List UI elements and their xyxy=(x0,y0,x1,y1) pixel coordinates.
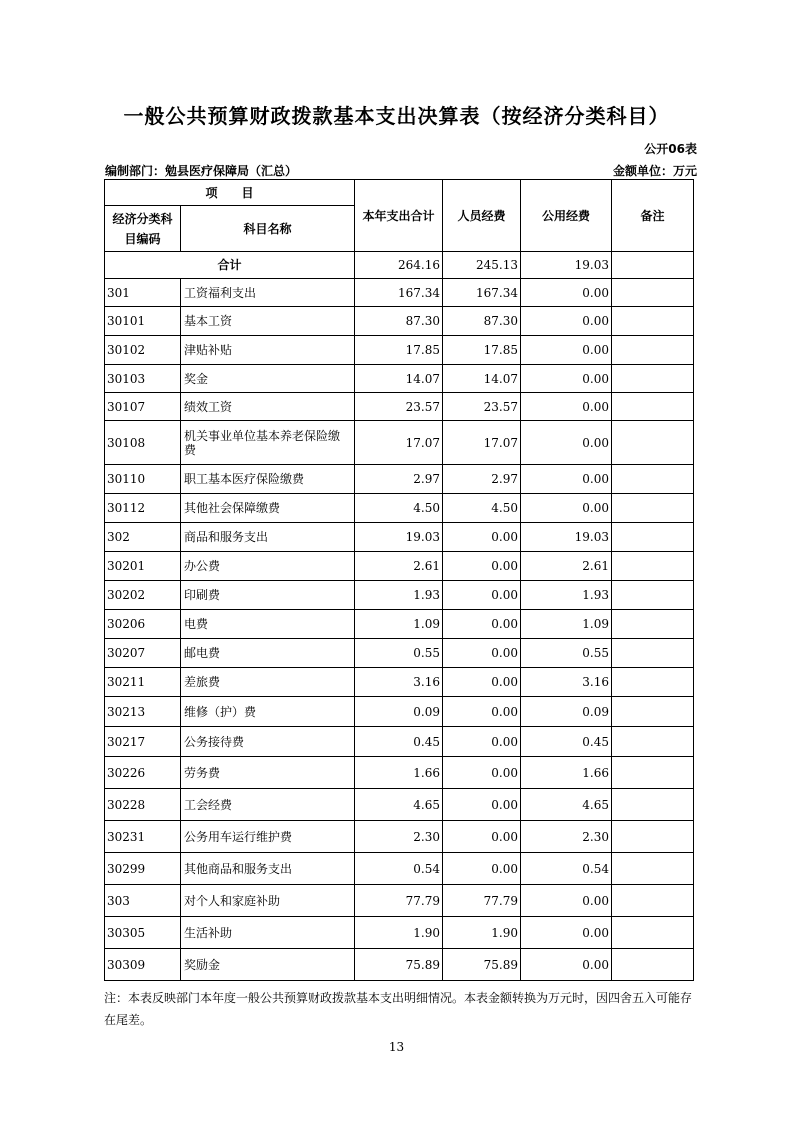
row-code: 30112 xyxy=(105,494,181,523)
row-public: 3.16 xyxy=(521,668,612,697)
row-total: 2.61 xyxy=(355,552,443,581)
row-code: 30103 xyxy=(105,365,181,393)
row-public: 0.55 xyxy=(521,639,612,668)
row-code: 30228 xyxy=(105,789,181,821)
row-remark xyxy=(612,465,694,494)
row-name: 维修（护）费 xyxy=(181,697,355,727)
row-personnel: 0.00 xyxy=(443,697,521,727)
row-code: 30305 xyxy=(105,917,181,949)
row-total: 2.30 xyxy=(355,821,443,853)
row-name: 印刷费 xyxy=(181,581,355,610)
table-row xyxy=(105,279,694,307)
row-total: 14.07 xyxy=(355,365,443,393)
row-personnel: 0.00 xyxy=(443,523,521,552)
row-personnel: 167.34 xyxy=(443,279,521,307)
row-name: 机关事业单位基本养老保险缴费 xyxy=(181,421,355,465)
table-row xyxy=(105,668,694,697)
page-title: 一般公共预算财政拨款基本支出决算表（按经济分类科目） xyxy=(123,104,670,128)
row-public: 1.93 xyxy=(521,581,612,610)
row-total: 0.54 xyxy=(355,853,443,885)
row-total: 167.34 xyxy=(355,279,443,307)
table-row xyxy=(105,639,694,668)
department-label: 编制部门：勉县医疗保障局（汇总） xyxy=(105,164,298,178)
row-total: 1.09 xyxy=(355,610,443,639)
table-row xyxy=(105,365,694,393)
row-name: 对个人和家庭补助 xyxy=(181,885,355,917)
row-total: 1.66 xyxy=(355,757,443,789)
row-personnel: 0.00 xyxy=(443,789,521,821)
row-personnel: 1.90 xyxy=(443,917,521,949)
row-total: 23.57 xyxy=(355,393,443,421)
table-row xyxy=(105,552,694,581)
row-code: 30101 xyxy=(105,307,181,336)
row-code: 302 xyxy=(105,523,181,552)
row-public: 19.03 xyxy=(521,523,612,552)
row-remark xyxy=(612,610,694,639)
row-public: 0.00 xyxy=(521,465,612,494)
row-personnel: 0.00 xyxy=(443,853,521,885)
row-public: 0.45 xyxy=(521,727,612,757)
row-remark xyxy=(612,581,694,610)
row-public: 0.00 xyxy=(521,393,612,421)
row-public: 0.00 xyxy=(521,949,612,981)
row-code: 30107 xyxy=(105,393,181,421)
row-remark xyxy=(612,757,694,789)
total-row xyxy=(105,252,694,279)
row-public: 0.00 xyxy=(521,885,612,917)
row-total: 1.90 xyxy=(355,917,443,949)
table-row xyxy=(105,465,694,494)
row-remark xyxy=(612,821,694,853)
total-label: 合计 xyxy=(105,252,355,279)
table-row xyxy=(105,393,694,421)
total-public: 19.03 xyxy=(521,252,612,279)
row-code: 301 xyxy=(105,279,181,307)
row-name: 公务接待费 xyxy=(181,727,355,757)
row-name: 公务用车运行维护费 xyxy=(181,821,355,853)
row-code: 30231 xyxy=(105,821,181,853)
table-row xyxy=(105,821,694,853)
row-public: 2.30 xyxy=(521,821,612,853)
row-personnel: 0.00 xyxy=(443,610,521,639)
row-code: 30207 xyxy=(105,639,181,668)
row-code: 30206 xyxy=(105,610,181,639)
table-row xyxy=(105,885,694,917)
row-name: 劳务费 xyxy=(181,757,355,789)
row-name: 职工基本医疗保险缴费 xyxy=(181,465,355,494)
header-public: 公用经费 xyxy=(521,180,612,252)
row-code: 30309 xyxy=(105,949,181,981)
row-total: 17.85 xyxy=(355,336,443,365)
row-total: 17.07 xyxy=(355,421,443,465)
row-name: 奖励金 xyxy=(181,949,355,981)
table-row xyxy=(105,581,694,610)
row-code: 30213 xyxy=(105,697,181,727)
table-row xyxy=(105,336,694,365)
row-public: 1.66 xyxy=(521,757,612,789)
row-total: 19.03 xyxy=(355,523,443,552)
row-public: 0.54 xyxy=(521,853,612,885)
row-name: 其他社会保障缴费 xyxy=(181,494,355,523)
row-public: 0.09 xyxy=(521,697,612,727)
row-total: 4.65 xyxy=(355,789,443,821)
table-body xyxy=(105,252,694,981)
total-amount: 264.16 xyxy=(355,252,443,279)
row-personnel: 14.07 xyxy=(443,365,521,393)
row-personnel: 75.89 xyxy=(443,949,521,981)
row-total: 0.09 xyxy=(355,697,443,727)
table-row xyxy=(105,789,694,821)
row-personnel: 0.00 xyxy=(443,639,521,668)
row-total: 87.30 xyxy=(355,307,443,336)
row-personnel: 4.50 xyxy=(443,494,521,523)
row-code: 30108 xyxy=(105,421,181,465)
row-public: 0.00 xyxy=(521,336,612,365)
row-remark xyxy=(612,279,694,307)
row-remark xyxy=(612,393,694,421)
unit-label: 金额单位：万元 xyxy=(612,164,697,178)
total-remark xyxy=(612,252,694,279)
row-name: 奖金 xyxy=(181,365,355,393)
table-number: 公开06表 xyxy=(644,142,697,156)
row-name: 绩效工资 xyxy=(181,393,355,421)
row-total: 3.16 xyxy=(355,668,443,697)
row-name: 办公费 xyxy=(181,552,355,581)
row-total: 4.50 xyxy=(355,494,443,523)
row-personnel: 77.79 xyxy=(443,885,521,917)
table-row xyxy=(105,697,694,727)
table-row xyxy=(105,917,694,949)
row-name: 差旅费 xyxy=(181,668,355,697)
row-code: 30211 xyxy=(105,668,181,697)
row-name: 其他商品和服务支出 xyxy=(181,853,355,885)
row-code: 303 xyxy=(105,885,181,917)
row-remark xyxy=(612,727,694,757)
row-name: 基本工资 xyxy=(181,307,355,336)
row-personnel: 2.97 xyxy=(443,465,521,494)
header-total: 本年支出合计 xyxy=(355,180,443,252)
row-personnel: 0.00 xyxy=(443,668,521,697)
row-remark xyxy=(612,421,694,465)
row-name: 工资福利支出 xyxy=(181,279,355,307)
row-public: 0.00 xyxy=(521,307,612,336)
header-personnel: 人员经费 xyxy=(443,180,521,252)
table-row xyxy=(105,421,694,465)
header-remark: 备注 xyxy=(612,180,694,252)
table-row xyxy=(105,949,694,981)
table-row xyxy=(105,494,694,523)
row-remark xyxy=(612,949,694,981)
row-total: 0.55 xyxy=(355,639,443,668)
footnote: 注：本表反映部门本年度一般公共预算财政拨款基本支出明细情况。本表金额转换为万元时，因四舍五入可能存在尾差。 xyxy=(104,991,693,1027)
row-personnel: 0.00 xyxy=(443,757,521,789)
row-remark xyxy=(612,639,694,668)
row-public: 1.09 xyxy=(521,610,612,639)
row-remark xyxy=(612,668,694,697)
row-total: 75.89 xyxy=(355,949,443,981)
row-personnel: 0.00 xyxy=(443,581,521,610)
row-remark xyxy=(612,789,694,821)
header-item: 项 目 xyxy=(105,180,355,206)
row-code: 30299 xyxy=(105,853,181,885)
total-personnel: 245.13 xyxy=(443,252,521,279)
header-code: 经济分类科目编码 xyxy=(105,206,181,252)
row-remark xyxy=(612,365,694,393)
row-remark xyxy=(612,885,694,917)
table-row xyxy=(105,727,694,757)
row-name: 生活补助 xyxy=(181,917,355,949)
row-total: 2.97 xyxy=(355,465,443,494)
table-row xyxy=(105,853,694,885)
row-code: 30201 xyxy=(105,552,181,581)
table-row xyxy=(105,610,694,639)
row-name: 津贴补贴 xyxy=(181,336,355,365)
row-name: 电费 xyxy=(181,610,355,639)
row-remark xyxy=(612,552,694,581)
row-name: 工会经费 xyxy=(181,789,355,821)
row-personnel: 0.00 xyxy=(443,727,521,757)
row-remark xyxy=(612,336,694,365)
table-row xyxy=(105,757,694,789)
row-public: 0.00 xyxy=(521,917,612,949)
row-public: 2.61 xyxy=(521,552,612,581)
row-total: 0.45 xyxy=(355,727,443,757)
row-public: 0.00 xyxy=(521,494,612,523)
row-code: 30102 xyxy=(105,336,181,365)
table-row xyxy=(105,523,694,552)
row-total: 77.79 xyxy=(355,885,443,917)
row-code: 30202 xyxy=(105,581,181,610)
row-code: 30226 xyxy=(105,757,181,789)
row-personnel: 0.00 xyxy=(443,552,521,581)
row-public: 0.00 xyxy=(521,279,612,307)
page-number: 13 xyxy=(388,1040,405,1054)
row-code: 30110 xyxy=(105,465,181,494)
row-name: 商品和服务支出 xyxy=(181,523,355,552)
row-total: 1.93 xyxy=(355,581,443,610)
row-remark xyxy=(612,853,694,885)
row-code: 30217 xyxy=(105,727,181,757)
expenditure-table xyxy=(104,179,694,981)
row-personnel: 17.07 xyxy=(443,421,521,465)
row-remark xyxy=(612,523,694,552)
row-public: 0.00 xyxy=(521,421,612,465)
row-remark xyxy=(612,307,694,336)
header-name: 科目名称 xyxy=(181,206,355,252)
table-row xyxy=(105,307,694,336)
row-personnel: 23.57 xyxy=(443,393,521,421)
row-public: 0.00 xyxy=(521,365,612,393)
row-personnel: 17.85 xyxy=(443,336,521,365)
row-remark xyxy=(612,494,694,523)
row-personnel: 0.00 xyxy=(443,821,521,853)
row-name: 邮电费 xyxy=(181,639,355,668)
row-remark xyxy=(612,697,694,727)
row-personnel: 87.30 xyxy=(443,307,521,336)
row-remark xyxy=(612,917,694,949)
row-public: 4.65 xyxy=(521,789,612,821)
